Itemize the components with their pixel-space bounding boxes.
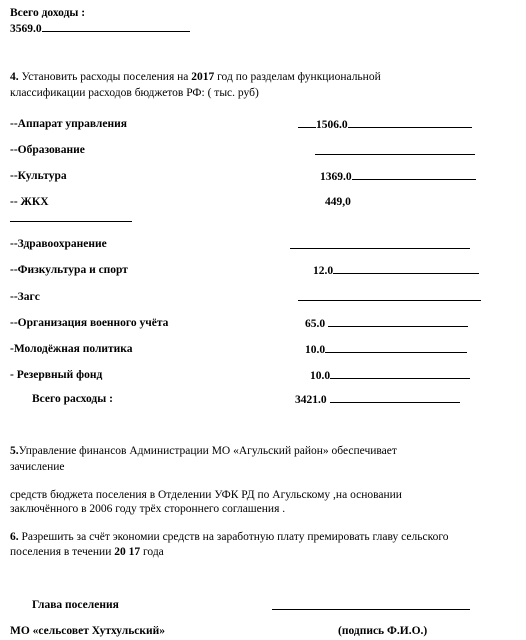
expense-education-label: --Образование [10,144,85,156]
signature-head-label: Глава поселения [32,599,119,611]
expense-youth-label: -Молодёжная политика [10,343,133,355]
expense-education-line [315,154,475,155]
expense-military-label: --Организация военного учёта [10,317,169,329]
signature-org-label: МО «сельсовет Хутхульский» [10,625,166,637]
expense-culture-label: --Культура [10,170,67,182]
expense-health-label: --Здравоохранение [10,238,107,250]
section4-line2: классификации расходов бюджетов РФ: ( тыс. руб) [10,87,259,99]
income-label: Всего доходы : [10,7,86,19]
signature-hint: (подпись Ф.И.О.) [338,625,428,637]
expense-military-value: 65.0 [305,316,468,331]
section5-line3: средств бюджета поселения в Отделении УФК РД по Агульскому ,на основании [10,489,402,501]
section5-line1: 5.Управление финансов Администрации МО «Агульский район» обеспечивает [10,445,397,457]
expense-registry-label: --Загс [10,291,40,303]
expense-culture-value: 1369.0 [320,169,476,184]
expense-housing-line [10,221,132,222]
expense-reserve-label: - Резервный фонд [10,369,103,381]
signature-line [272,609,470,610]
section6-line2: поселения в течении 20 17 года [10,546,164,558]
section5-line2: зачисление [10,461,65,473]
expense-apparatus-value: 1506.0 [298,117,472,132]
expense-sport-value: 12.0 [313,263,479,278]
expense-housing-value: 449,0 [325,196,351,208]
expense-total-label: Всего расходы : [32,393,113,405]
section5-line4: заключённого в 2006 году трёх стороннего соглашения . [10,503,286,515]
expense-apparatus-label: --Аппарат управления [10,118,127,130]
section6-line1: 6. Разрешить за счёт экономии средств на заработную плату премировать главу сельского [10,531,449,543]
expense-housing-label: -- ЖКХ [10,196,49,208]
expense-sport-label: --Физкультура и спорт [10,264,128,276]
expense-registry-line [298,300,481,301]
expense-total-value: 3421.0 [295,392,460,407]
expense-reserve-value: 10.0 [310,368,470,383]
income-value: 3569.0 [10,21,190,36]
section4-line1: 4. Установить расходы поселения на 2017 год по разделам функциональной [10,71,381,83]
expense-health-line [290,248,470,249]
expense-youth-value: 10.0 [305,342,467,357]
